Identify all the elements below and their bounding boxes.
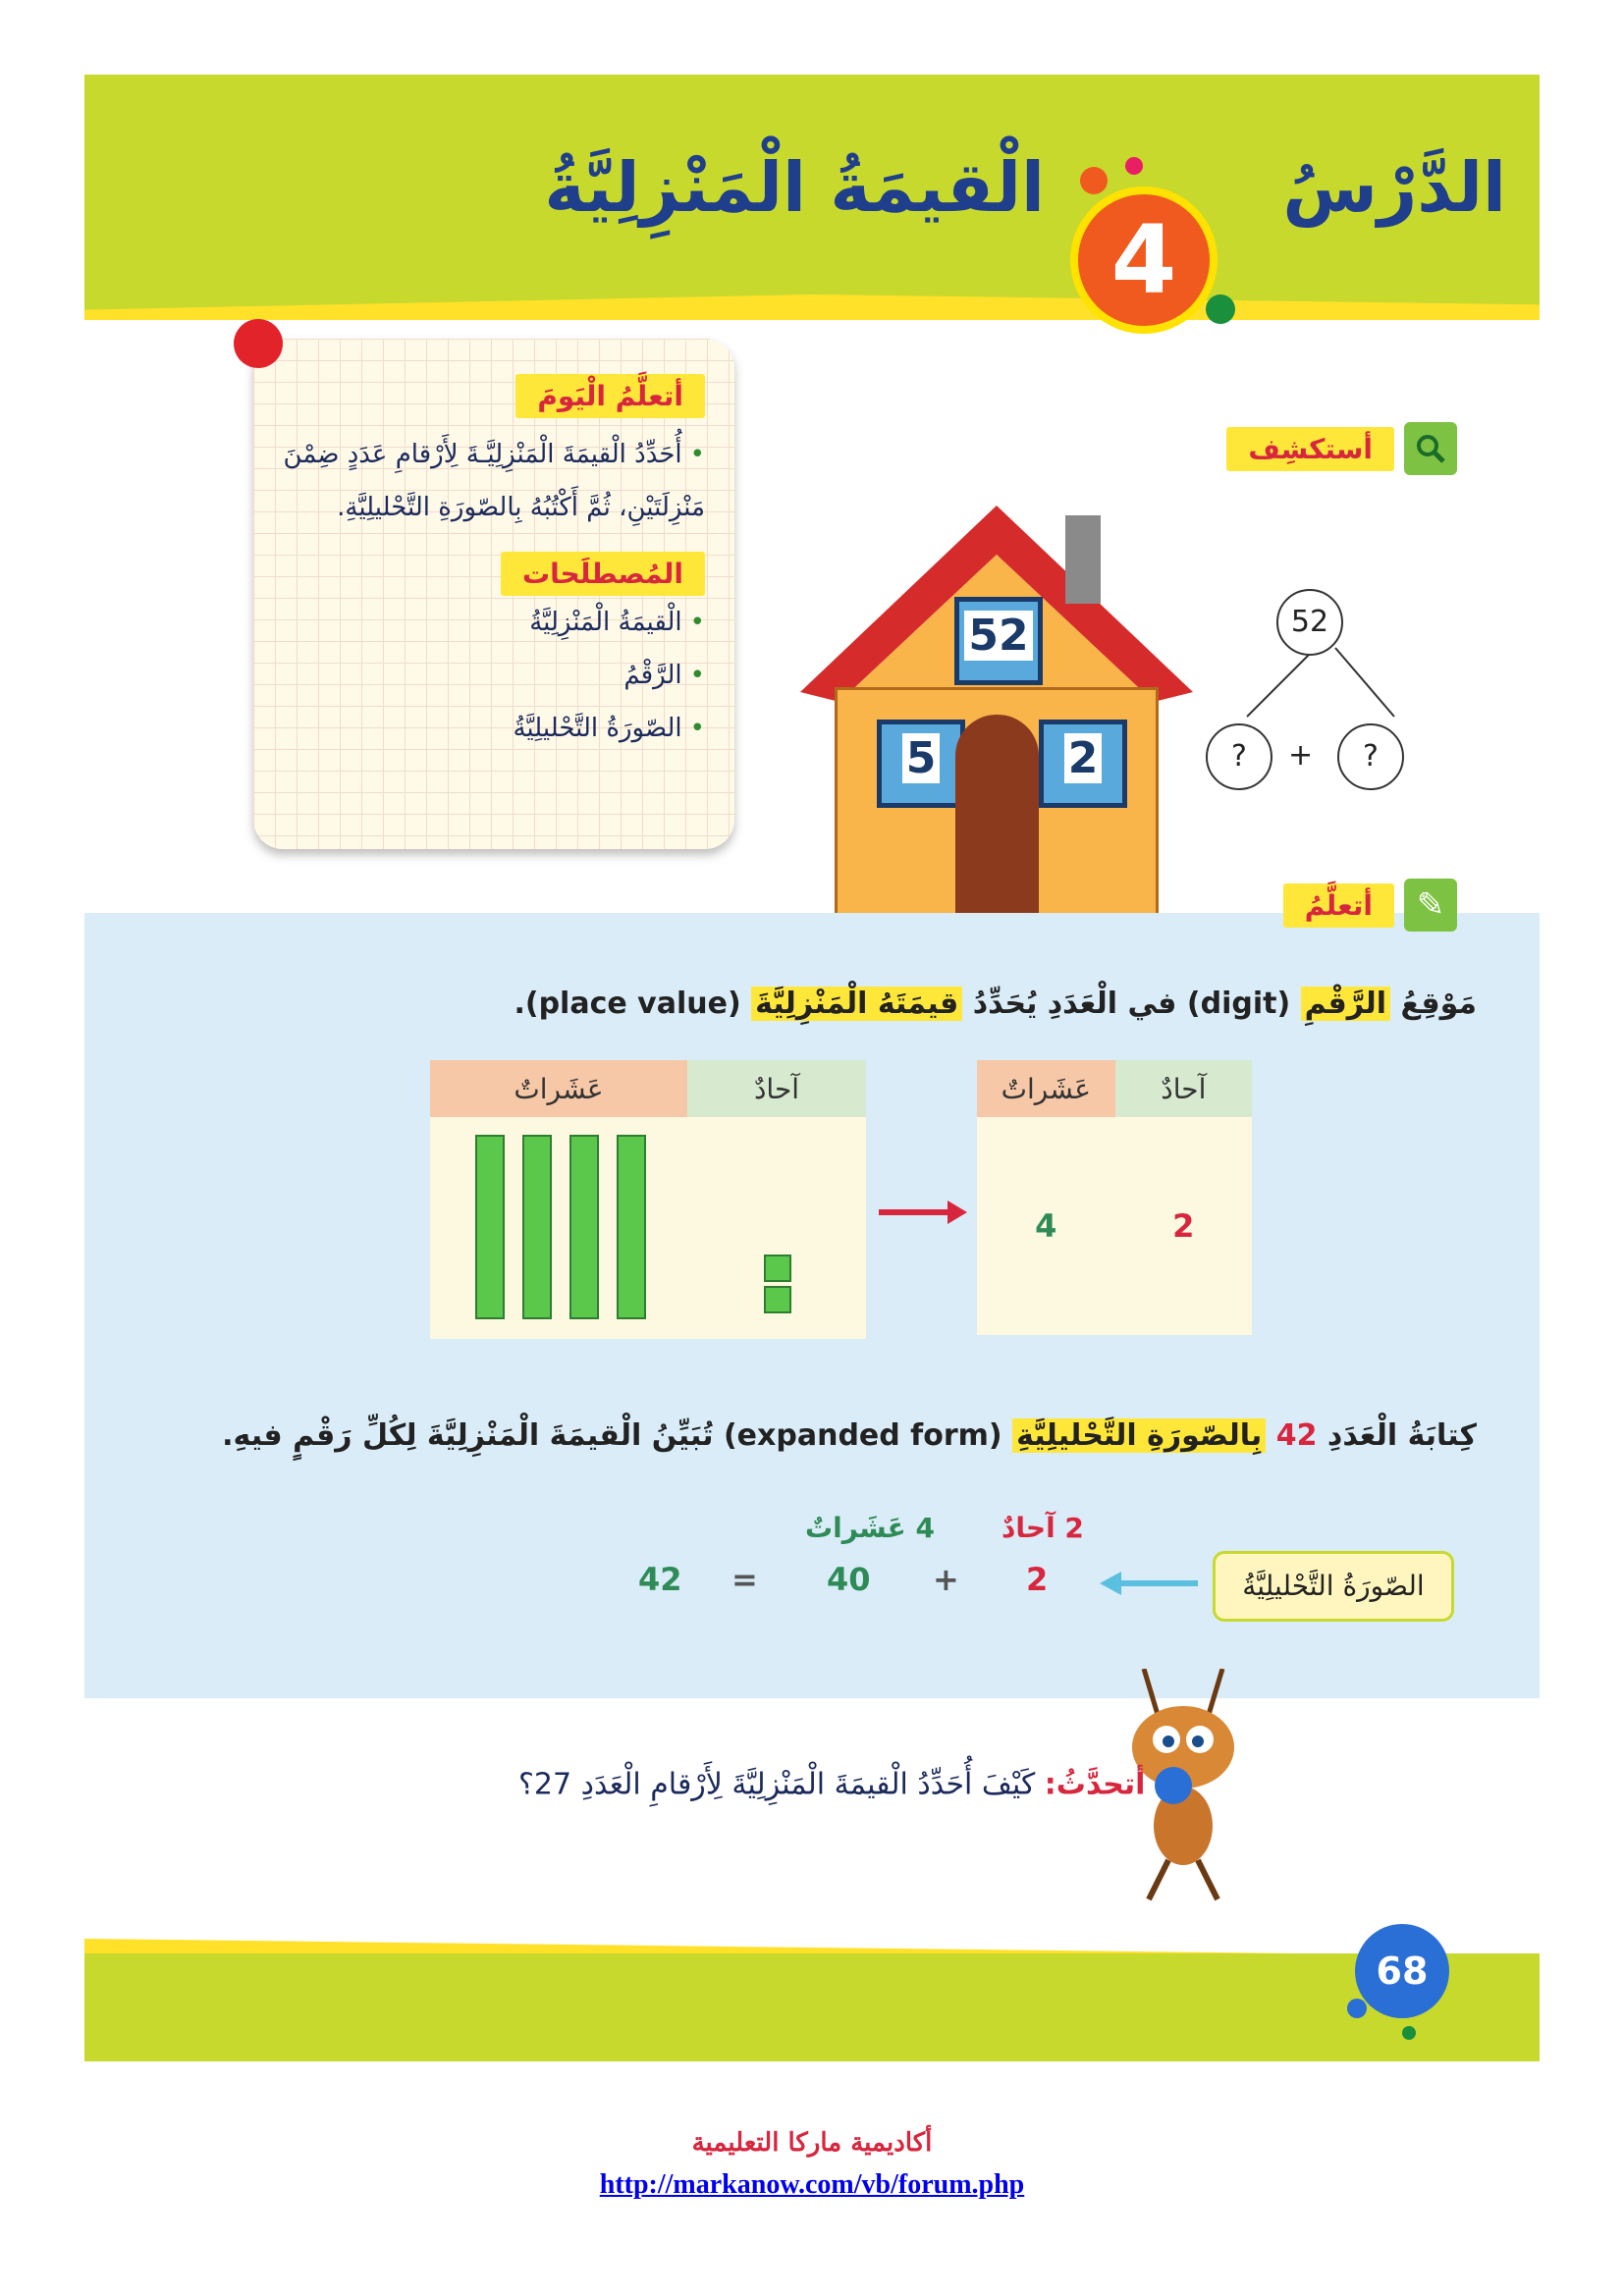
term-item: • الصّورَةُ التَّحْليلِيَّةُ: [273, 702, 705, 755]
learn-heading: [1283, 879, 1457, 932]
academy-name: أكاديمية ماركا التعليمية: [691, 2128, 933, 2158]
place-value-table: [977, 1060, 1252, 1335]
keyword-place-value: قيمَتَهُ الْمَنْزِلِيَّةَ: [751, 987, 962, 1021]
decor-dot: [1347, 1999, 1367, 2018]
eq-equals: =: [731, 1561, 758, 1598]
place-value-sentence: مَوْقِعُ الرَّقْمِ (digit) في الْعَدَدِ يُحَدِّدُ قيمَتَهُ الْمَنْزِلِيَّةَ (place value).: [514, 987, 1477, 1021]
blocks-table: [430, 1060, 866, 1339]
bond-right: ?: [1337, 723, 1404, 790]
learn-today-card: [253, 339, 734, 849]
keyword-expanded-form: بِالصّورَةِ التَّحْليلِيَّةِ: [1012, 1418, 1266, 1453]
talk-label: أتحدَّثُ:: [1044, 1767, 1146, 1802]
talk-section: [518, 1767, 1192, 1804]
learn-today-title: أتعلَّمُ الْيَومَ: [515, 374, 705, 418]
lesson-title: الْقيمَةُ الْمَنْزِلِيَّةُ: [544, 147, 1045, 228]
house-window-left: 5: [877, 720, 965, 808]
lesson-number-badge: 4: [1070, 187, 1218, 334]
expanded-form-box: الصّورَةُ التَّحْليلِيَّةُ: [1213, 1551, 1454, 1622]
bond-top: 52: [1276, 589, 1343, 656]
left-arrow-icon: [1100, 1569, 1198, 1598]
house-window-right: 2: [1039, 720, 1127, 808]
eq-tens: 40: [827, 1561, 871, 1598]
unit-cubes: [688, 1118, 865, 1334]
tens-header: عَشَراتٌ: [430, 1060, 687, 1117]
eq-plus: +: [933, 1561, 959, 1598]
pencil-icon: ✎: [1404, 879, 1457, 932]
eq-total: 42: [638, 1561, 682, 1598]
bond-left: ?: [1206, 723, 1272, 790]
tens-label: 4 عَشَراتٌ: [805, 1512, 936, 1544]
term-item: • الرَّقْمُ: [273, 649, 705, 702]
explore-heading: [1226, 422, 1457, 475]
ones-label: 2 آحادٌ: [1001, 1512, 1084, 1544]
decor-dot: [1080, 167, 1108, 194]
tens-header: عَشَراتٌ: [977, 1060, 1115, 1117]
decor-dot: [1125, 157, 1143, 175]
keyword-digit: الرَّقْمِ: [1301, 987, 1390, 1021]
term-item: • الْقيمَةُ الْمَنْزِلِيَّةُ: [273, 596, 705, 649]
explore-title: أستكشِف: [1226, 427, 1394, 471]
learn-title: أتعلَّمُ: [1283, 883, 1394, 928]
bond-plus: +: [1288, 738, 1314, 773]
eq-ones: 2: [1026, 1561, 1049, 1598]
magnifier-icon: [1404, 422, 1457, 475]
decor-dot: [1402, 2026, 1416, 2040]
footer-banner: [84, 1953, 1540, 2061]
ones-header: آحادٌ: [687, 1060, 866, 1117]
ones-value: 2: [1115, 1117, 1252, 1335]
ones-header: آحادٌ: [1115, 1060, 1252, 1117]
objective-text: • أُحَدِّدُ الْقيمَةَ الْمَنْزِلِيَّـةَ لِأَرْقامِ عَدَدٍ ضِمْنَ مَنْزِلَتَيْنِ، ثُمَّ أَكْتُبُهُ بِالصّورَةِ التَّحْليلِيَّةِ.: [273, 428, 705, 534]
forum-link[interactable]: http://markanow.com/vb/forum.php: [599, 2169, 1025, 2200]
terms-title: المُصطلَحات: [501, 552, 705, 596]
house-window-top: 52: [954, 597, 1043, 685]
tens-value: 4: [977, 1117, 1115, 1335]
arrow-icon: [879, 1198, 967, 1227]
pin-icon: [234, 319, 283, 368]
expanded-form-sentence: كِتابَةُ الْعَدَدِ 42 بِالصّورَةِ التَّحْليلِيَّةِ (expanded form) تُبَيِّنُ الْقيمَةَ الْمَنْزِلِيَّةَ لِكُلِّ رَقْمٍ فيهِ.: [222, 1418, 1477, 1453]
page-number: 68: [1355, 1924, 1449, 2018]
decor-dot: [1206, 294, 1235, 324]
talk-question: كَيْفَ أُحَدِّدُ الْقيمَةَ الْمَنْزِلِيَّةَ لِأَرْقامِ الْعَدَدِ 27؟: [517, 1767, 1036, 1802]
ones-blocks: [687, 1117, 866, 1339]
lesson-word: الدَّرْسُ: [1282, 147, 1506, 228]
megaphone-icon: [1155, 1767, 1192, 1804]
tens-blocks: [430, 1117, 687, 1339]
ten-rods: [431, 1118, 686, 1334]
